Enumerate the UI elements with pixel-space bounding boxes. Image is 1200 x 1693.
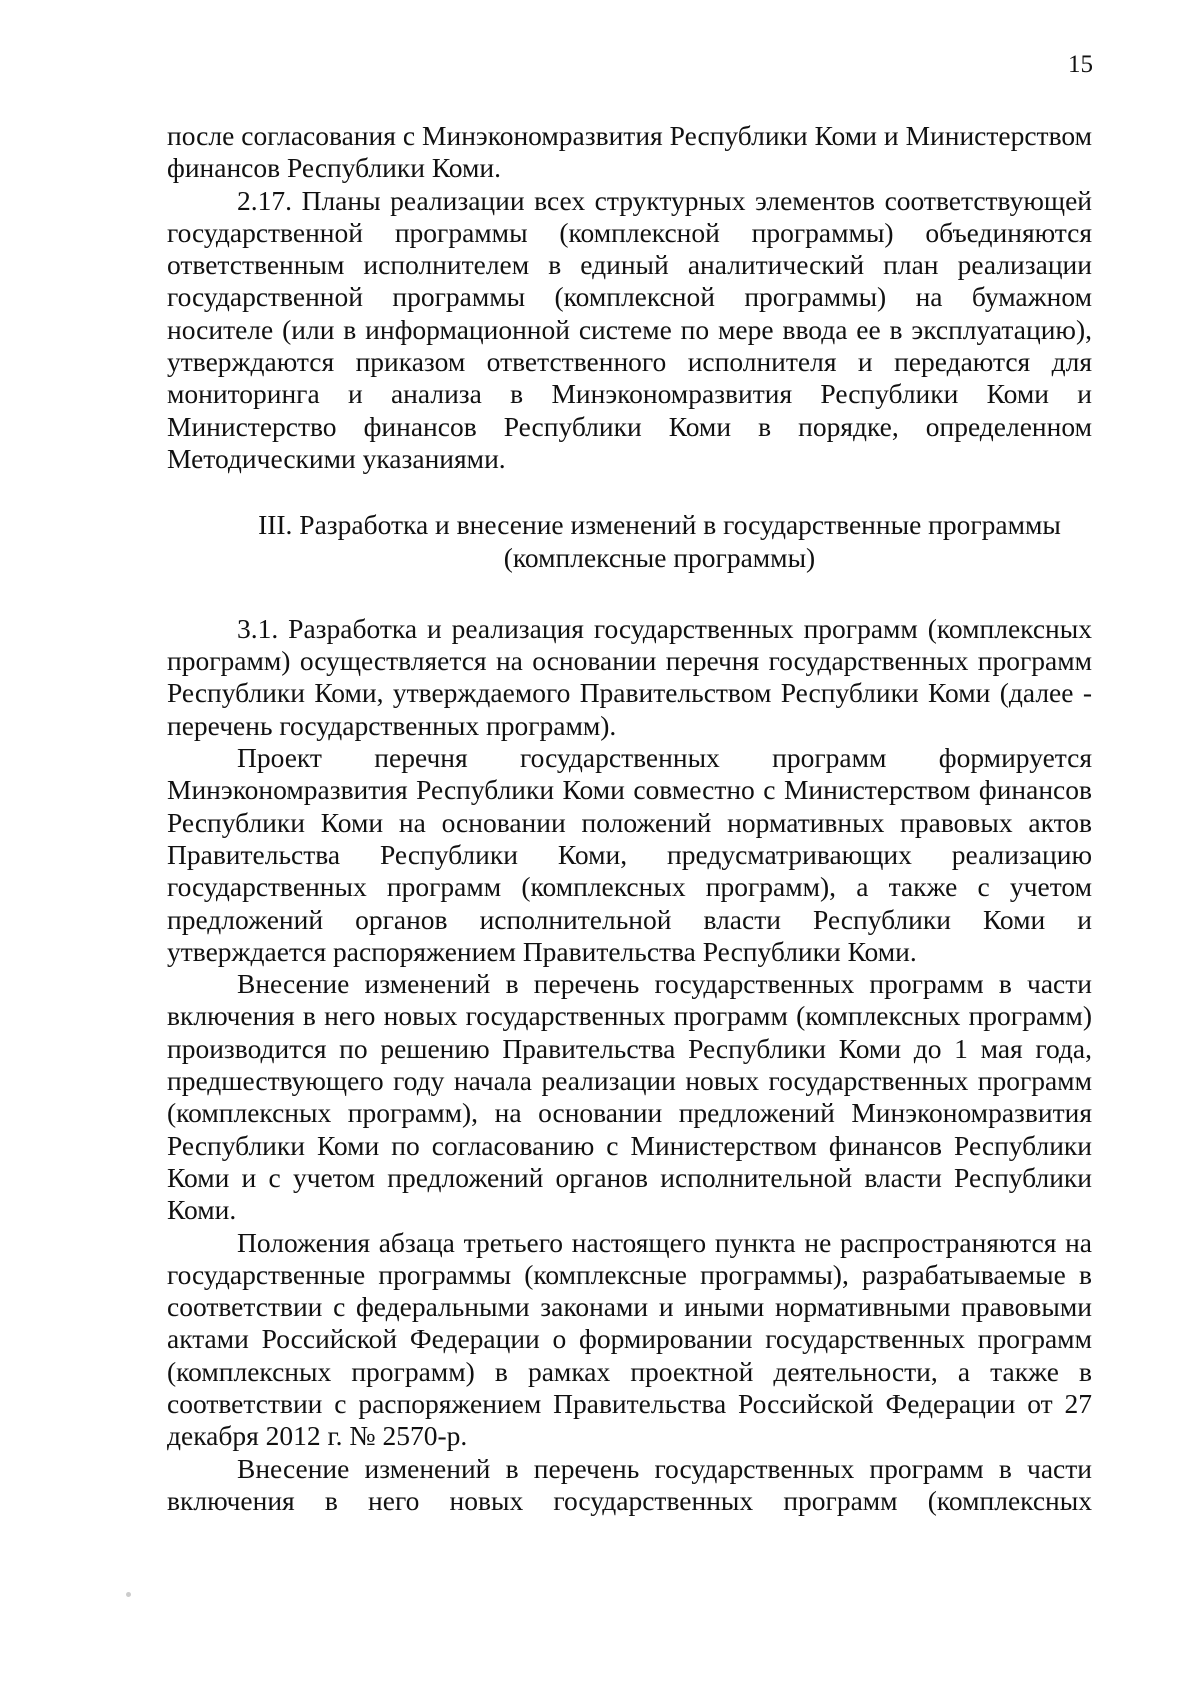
spacer (167, 574, 1092, 613)
paragraph-continuation: после согласования с Минэкономразвития Республики Коми и Министерством финансов Республики Коми. (167, 120, 1092, 184)
paragraph-amendments: Внесение изменений в перечень государственных программ в части включения в него новых государственных программ (комплексных программ) производится по решению Правительства Республики Коми до 1 мая года, предшествующего году начала реализации новых государственных программ (комплексных программ), на основании предложений Минэкономразвития Республики Коми по согласованию с Министерством финансов Республики Коми и с учетом предложений органов исполнительной власти Республики Коми. (167, 968, 1092, 1226)
paragraph-amendments-continued: Внесение изменений в перечень государственных программ в части включения в него новых государственных программ (комплексных (167, 1452, 1092, 1516)
section-heading-line-2: (комплексные программы) (503, 541, 816, 573)
spacer (167, 475, 1092, 509)
paragraph-project-list: Проект перечня государственных программ формируется Минэкономразвития Республики Коми совместно с Министерством финансов Республики Коми на основании положений нормативных правовых актов Правительства Республики Коми, предусматривающих реализацию государственных программ (комплексных программ), а также с учетом предложений органов исполнительной власти Республики Коми и утверждается распоряжением Правительства Республики Коми. (167, 742, 1092, 967)
document-body (167, 120, 1092, 1517)
paragraph-3-1: 3.1. Разработка и реализация государственных программ (комплексных программ) осуществляется на основании перечня государственных программ Республики Коми, утверждаемого Правительством Республики Коми (далее - перечень государственных программ). (167, 612, 1092, 741)
scan-speck (126, 1592, 131, 1597)
paragraph-2-17: 2.17. Планы реализации всех структурных элементов соответствующей государственной программы (комплексной программы) объединяются ответственным исполнителем в единый аналитический план реализации государственной программы (комплексной программы) на бумажном носителе (или в информационной системе по мере ввода ее в эксплуатацию), утверждаются приказом ответственного исполнителя и передаются для мониторинга и анализа в Минэкономразвития Республики Коми и Министерство финансов Республики Коми в порядке, определенном Методическими указаниями. (167, 184, 1092, 474)
page-number: 15 (1068, 51, 1093, 78)
section-heading-line-1: III. Разработка и внесение изменений в государственные программы (258, 509, 1061, 541)
paragraph-exceptions: Положения абзаца третьего настоящего пункта не распространяются на государственные программы (комплексные программы), разрабатываемые в соответствии с федеральными законами и иными нормативными правовыми актами Российской Федерации о формировании государственных программ (комплексных программ) в рамках проектной деятельности, а также в соответствии с распоряжением Правительства Российской Федерации от 27 декабря 2012 г. № 2570-р. (167, 1226, 1092, 1452)
